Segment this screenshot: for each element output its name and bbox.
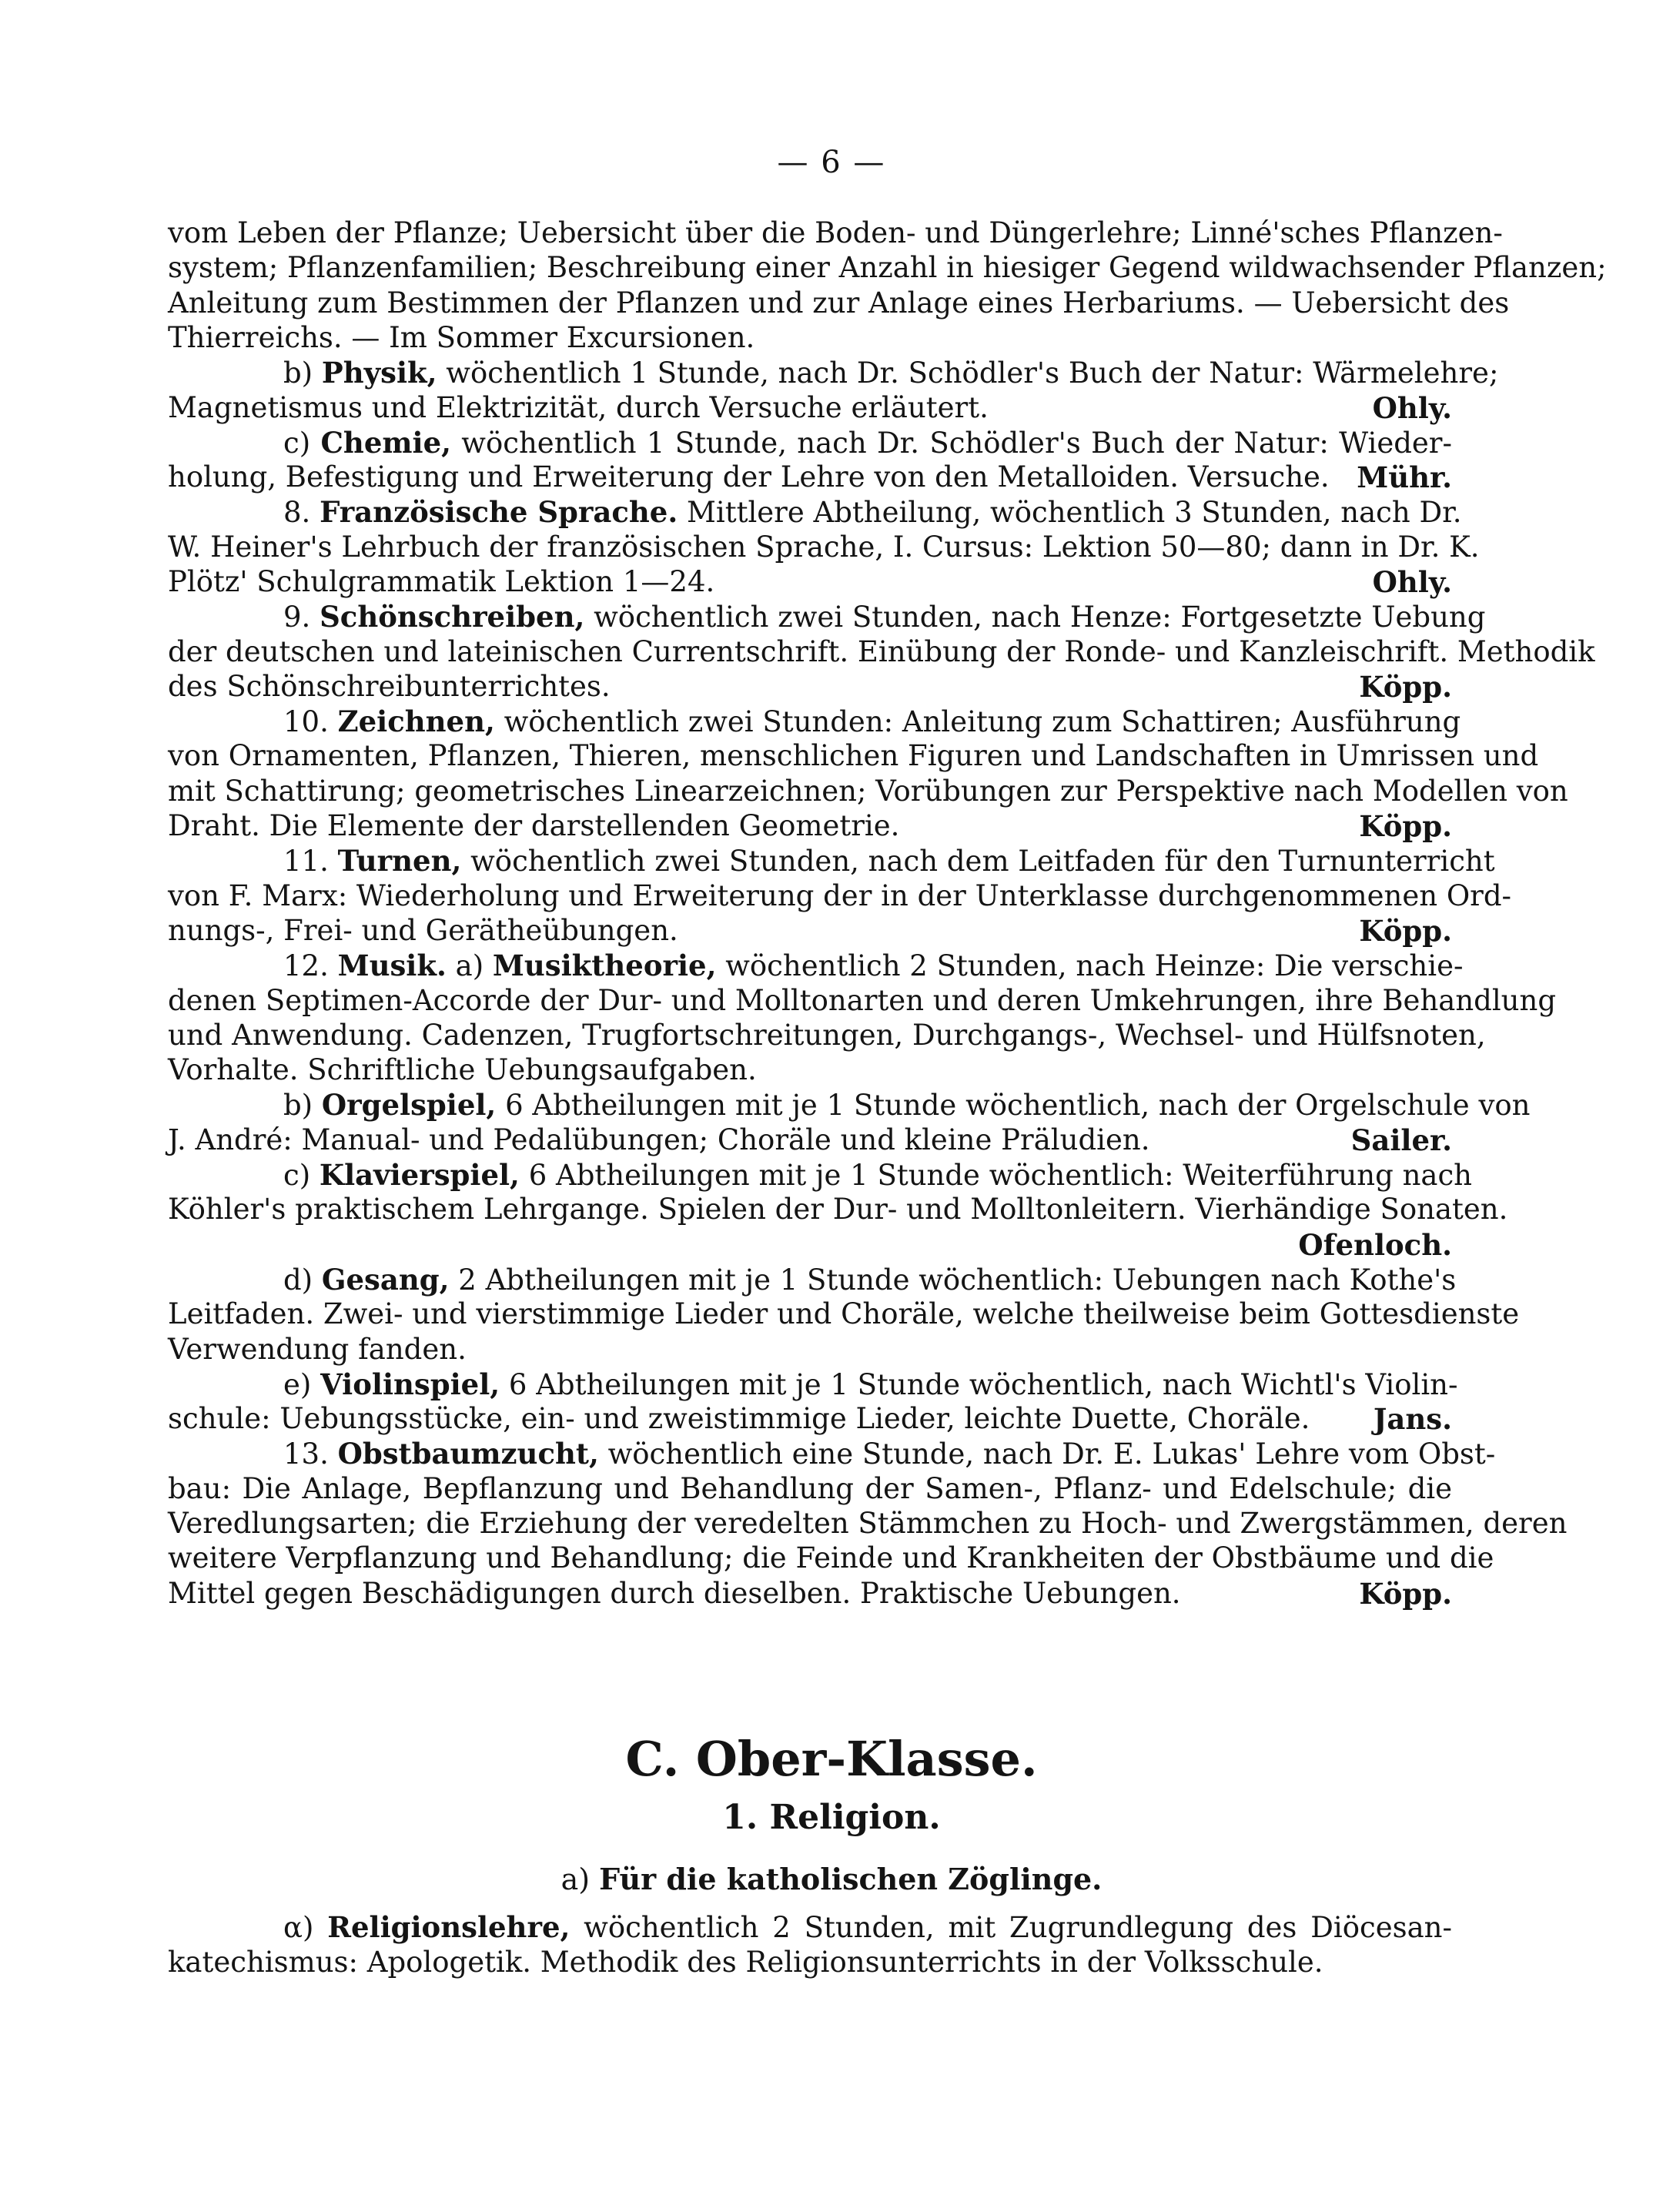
line-text: wöchentlich 1 Stunde, nach Dr. Schödler's Buch der Natur: Wärmelehre;: [437, 356, 1499, 390]
subject-heading: Orgelspiel,: [321, 1088, 497, 1122]
line-text: wöchentlich 2 Stunden, mit Zugrundlegung des Diöcesan-: [570, 1911, 1452, 1944]
line-text: mit Schattirung; geometrisches Linearzeichnen; Vorübungen zur Perspektive nach Modellen von: [168, 775, 1568, 808]
item-number: α): [283, 1911, 328, 1944]
text-line: [168, 1436, 1496, 1472]
item-number: 8.: [283, 496, 320, 529]
line-text: Plötz' Schulgrammatik Lektion 1—24.: [168, 565, 715, 598]
item-number: e): [283, 1368, 321, 1401]
teacher-name: Sailer.: [1350, 1123, 1452, 1157]
text-line: [168, 1576, 1452, 1611]
subject-heading: Schönschreiben,: [320, 600, 585, 634]
subject-heading: Gesang,: [321, 1263, 450, 1297]
subject-heading: Turnen,: [337, 844, 462, 878]
text-line: [168, 1018, 1486, 1053]
text-line: [168, 843, 1495, 879]
page-number: — 6 —: [777, 145, 886, 180]
text-line: [168, 1087, 1531, 1123]
text-line: [168, 1367, 1458, 1403]
line-text: Mittlere Abtheilung, wöchentlich 3 Stunden, nach Dr.: [678, 496, 1462, 529]
line-text: 6 Abtheilungen mit je 1 Stunde wöchentlich: Weiterführung nach: [519, 1159, 1473, 1192]
teacher-name: Köpp.: [1359, 670, 1452, 704]
line-text: nungs-, Frei- und Gerätheübungen.: [168, 914, 678, 947]
text-line: [168, 634, 1595, 670]
line-text: des Schönschreibunterrichtes.: [168, 670, 611, 703]
line-text: Magnetismus und Elektrizität, durch Versuche erläutert.: [168, 391, 989, 424]
line-text: der deutschen und lateinischen Currentschrift. Einübung der Ronde- und Kanzleischrift. Methodik: [168, 635, 1595, 668]
subject-heading: Zeichnen,: [337, 704, 495, 738]
text-line: [168, 320, 1452, 356]
item-number: c): [283, 427, 321, 460]
text-line: [168, 1541, 1494, 1576]
line-text: Leitfaden. Zwei- und vierstimmige Lieder und Choräle, welche theilweise beim Gottesdienste: [168, 1297, 1520, 1330]
subsub-heading: [0, 1862, 1663, 1897]
line-text: wöchentlich 1 Stunde, nach Dr. Schödler's Buch der Natur: Wieder-: [451, 427, 1452, 460]
line-text: W. Heiner's Lehrbuch der französischen Sprache, I. Cursus: Lektion 50—80; dann in Dr. K.: [168, 530, 1480, 564]
line-text: Verwendung fanden.: [168, 1333, 467, 1366]
line-text: Veredlungsarten; die Erziehung der veredelten Stämmchen zu Hoch- und Zwergstämmen, deren: [168, 1507, 1568, 1540]
subject-heading: Physik,: [321, 356, 437, 390]
item-number: 10.: [283, 705, 338, 738]
teacher-name: Köpp.: [1359, 1577, 1452, 1611]
subsub-lead: a): [560, 1862, 600, 1896]
item-number: 13.: [283, 1437, 338, 1471]
item-number: d): [283, 1263, 322, 1297]
text-line: [168, 1157, 1473, 1193]
line-text: katechismus: Apologetik. Methodik des Religionsunterrichts in der Volksschule.: [168, 1946, 1323, 1979]
line-text: denen Septimen-Accorde der Dur- und Molltonarten und deren Umkehrungen, ihre Behandlung: [168, 984, 1557, 1017]
text-line: [168, 1945, 1452, 1980]
item-number: c): [283, 1159, 320, 1192]
text-line: [168, 425, 1452, 461]
text-line: [168, 983, 1557, 1019]
text-line: [168, 1192, 1508, 1227]
line-text: 6 Abtheilungen mit je 1 Stunde wöchentlich, nach Wichtl's Violin-: [500, 1368, 1458, 1401]
teacher-name: Ohly.: [1372, 391, 1452, 425]
line-text: wöchentlich zwei Stunden: Anleitung zum Schattiren; Ausführung: [494, 705, 1461, 738]
line-text: vom Leben der Pflanze; Uebersicht über die Boden- und Düngerlehre; Linné'sches Pflanzen-: [168, 216, 1503, 249]
text-line: [168, 1052, 1452, 1088]
text-line: [168, 1506, 1568, 1541]
line-text: a): [446, 949, 493, 982]
line-text: Mittel gegen Beschädigungen durch dieselben. Praktische Uebungen.: [168, 1577, 1181, 1610]
line-text: wöchentlich 2 Stunden, nach Heinze: Die verschie-: [716, 949, 1464, 982]
item-number: 9.: [283, 601, 320, 634]
text-line: [168, 286, 1510, 321]
text-line: [168, 738, 1539, 774]
subject-heading: Klavierspiel,: [319, 1158, 520, 1192]
item-number: 12.: [283, 949, 338, 982]
line-text: 2 Abtheilungen mit je 1 Stunde wöchentlich: Uebungen nach Kothe's: [449, 1263, 1457, 1297]
text-line: [168, 494, 1462, 530]
line-text: Anleitung zum Bestimmen der Pflanzen und zur Anlage eines Herbariums. — Uebersicht des: [168, 286, 1510, 320]
line-text: Vorhalte. Schriftliche Uebungsaufgaben.: [168, 1053, 757, 1086]
subject-heading: Violinspiel,: [320, 1367, 500, 1401]
text-line: [168, 1227, 1452, 1263]
text-line: [168, 1332, 1452, 1367]
teacher-name: Jans.: [1373, 1402, 1452, 1436]
line-text: schule: Uebungsstücke, ein- und zweistimmige Lieder, leichte Duette, Choräle.: [168, 1402, 1310, 1435]
text-line: [168, 564, 1452, 600]
line-text: Köhler's praktischem Lehrgange. Spielen der Dur- und Molltonleitern. Vierhändige Sonaten.: [168, 1193, 1508, 1226]
line-text: weitere Verpflanzung und Behandlung; die Feinde und Krankheiten der Obstbäume und die: [168, 1541, 1494, 1575]
line-text: wöchentlich eine Stunde, nach Dr. E. Lukas' Lehre vom Obst-: [598, 1437, 1496, 1471]
line-text: Draht. Die Elemente der darstellenden Geometrie.: [168, 809, 900, 842]
subject-heading: Religionslehre,: [327, 1910, 571, 1944]
text-line: [168, 599, 1486, 635]
text-line: [168, 1401, 1452, 1437]
text-line: [168, 913, 1452, 949]
text-line: [168, 878, 1512, 914]
line-text: wöchentlich zwei Stunden, nach Henze: Fortgesetzte Uebung: [584, 601, 1486, 634]
line-text: bau: Die Anlage, Bepflanzung und Behandlung der Samen-, Pflanz- und Edelschule; die: [168, 1472, 1452, 1505]
text-line: [168, 1262, 1457, 1298]
section-heading: C. Ober-Klasse.: [625, 1731, 1038, 1787]
text-line: [168, 250, 1607, 286]
text-line: [168, 704, 1461, 740]
text-line: [168, 1909, 1452, 1946]
subject-heading: Musiktheorie,: [492, 949, 717, 982]
line-text: system; Pflanzenfamilien; Beschreibung einer Anzahl in hiesiger Gegend wildwachsender Pflanzen;: [168, 251, 1607, 284]
text-line: [168, 948, 1464, 984]
subsub-title: Für die katholischen Zöglinge.: [599, 1862, 1103, 1896]
teacher-name: Mühr.: [1357, 460, 1452, 494]
teacher-name: Ofenloch.: [1298, 1228, 1452, 1262]
subject-heading: Chemie,: [320, 426, 451, 460]
line-text: Thierreichs. — Im Sommer Excursionen.: [168, 321, 755, 354]
text-line: [168, 1471, 1452, 1507]
subject-heading: Obstbaumzucht,: [337, 1437, 599, 1471]
text-line: [168, 808, 1452, 844]
line-text: wöchentlich zwei Stunden, nach dem Leitfaden für den Turnunterricht: [461, 845, 1495, 878]
line-text: 6 Abtheilungen mit je 1 Stunde wöchentlich, nach der Orgelschule von: [496, 1089, 1531, 1122]
line-text: und Anwendung. Cadenzen, Trugfortschreitungen, Durchgangs-, Wechsel- und Hülfsnoten,: [168, 1019, 1486, 1052]
line-text: von F. Marx: Wiederholung und Erweiterung der in der Unterklasse durchgenommenen Ord-: [168, 879, 1512, 912]
text-line: [168, 774, 1568, 809]
line-text: holung, Befestigung und Erweiterung der Lehre von den Metalloiden. Versuche.: [168, 460, 1330, 494]
item-number: 11.: [283, 845, 338, 878]
subject-heading: Französische Sprache.: [320, 495, 678, 529]
text-line: [168, 390, 1452, 426]
item-number: b): [283, 356, 322, 390]
text-line: [168, 460, 1452, 495]
teacher-name: Ohly.: [1372, 565, 1452, 599]
text-line: [168, 669, 1452, 704]
text-line: [168, 1297, 1520, 1332]
line-text: J. André: Manual- und Pedalübungen; Choräle und kleine Präludien.: [168, 1123, 1150, 1156]
text-line: [168, 355, 1499, 391]
text-line: [168, 530, 1480, 565]
text-line: [168, 216, 1503, 251]
subject-heading: Musik.: [337, 949, 447, 982]
item-number: b): [283, 1089, 322, 1122]
text-line: [168, 1123, 1452, 1158]
teacher-name: Köpp.: [1359, 914, 1452, 948]
teacher-name: Köpp.: [1359, 809, 1452, 843]
subheading: 1. Religion.: [722, 1798, 941, 1837]
line-text: von Ornamenten, Pflanzen, Thieren, menschlichen Figuren und Landschaften in Umrissen und: [168, 739, 1539, 772]
